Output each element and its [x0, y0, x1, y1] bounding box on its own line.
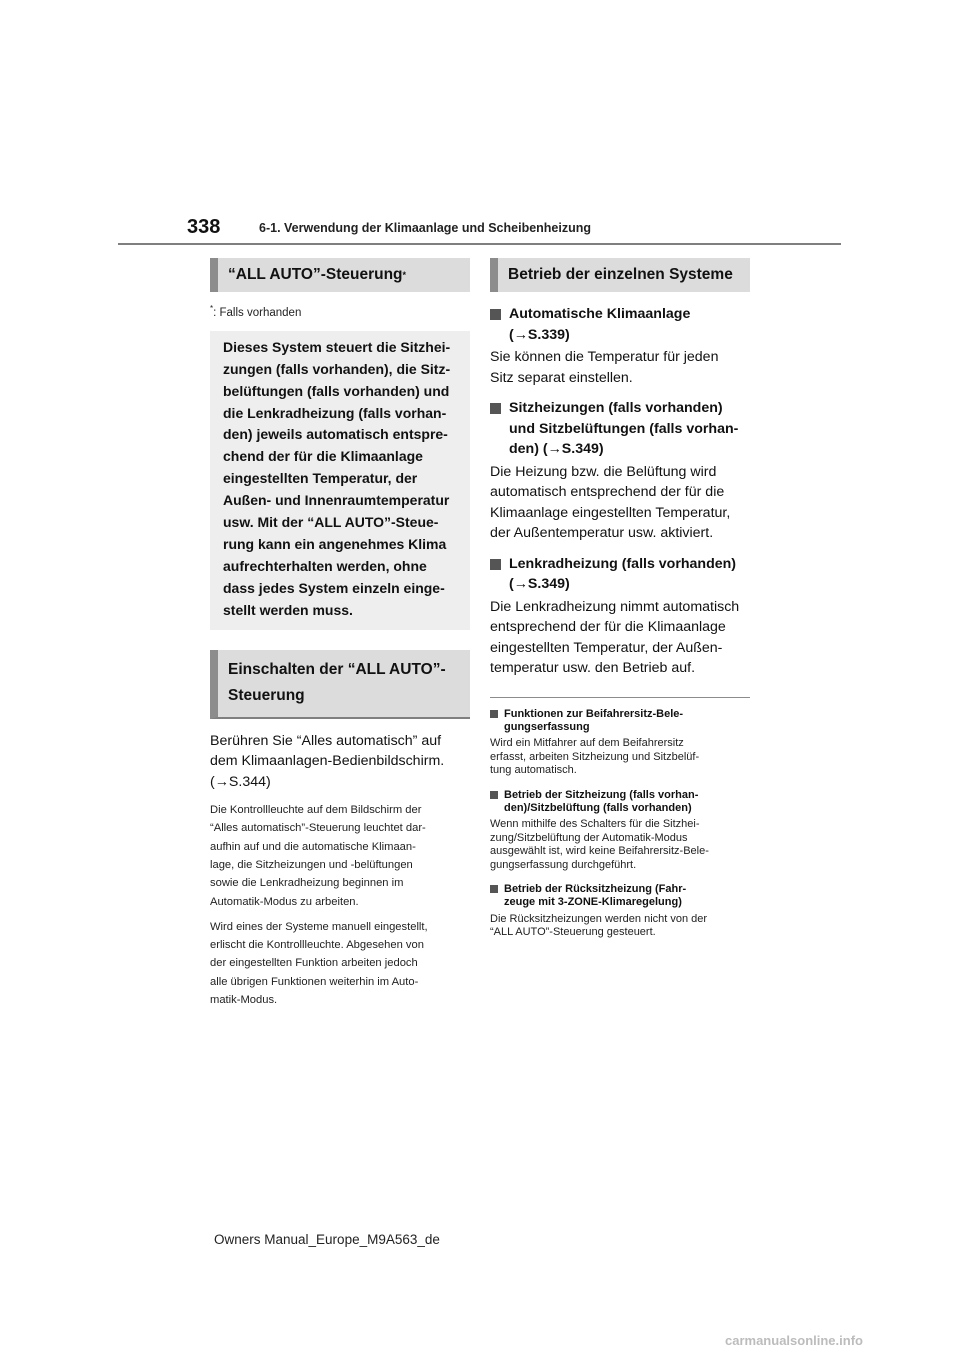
footer-doc-id: Owners Manual_Europe_M9A563_de [214, 1232, 440, 1247]
body-line: temperatur usw. den Betrieb auf. [490, 660, 696, 676]
note-title [490, 708, 750, 735]
instruction [210, 731, 470, 793]
section-title: 6-1. Verwendung der Klimaanlage und Scheibenheizung [259, 221, 592, 235]
left-column [210, 258, 470, 1009]
para-line: erlischt die Kontrollleuchte. Abgesehen von [210, 939, 424, 952]
paragraph-manual [210, 918, 470, 1009]
summary-line: den) jeweils automatisch entspre- [223, 426, 448, 443]
para-line: der eingestellten Funktion arbeiten jedoch [210, 957, 418, 970]
heading-einschalten-line: Steuerung [228, 686, 305, 704]
summary-line: Dieses System steuert die Sitzhei- [223, 338, 451, 355]
note-title-line: Betrieb der Rücksitzheizung (Fahr- [504, 882, 687, 895]
note-title-line: zeuge mit 3-ZONE-Klimaregelung) [504, 896, 682, 909]
instruction-line: (→S.344) [210, 773, 271, 790]
bullet-square-icon [490, 559, 501, 570]
note-line: Wird ein Mitfahrer auf dem Beifahrersitz [490, 737, 684, 750]
note-title-line: Funktionen zur Beifahrersitz-Bele- [504, 707, 684, 720]
summary-box [210, 331, 470, 630]
bullet-square-icon [490, 309, 501, 320]
title-line: Lenkradheizung (falls vorhanden) [509, 555, 737, 572]
paragraph-indicator [210, 801, 470, 911]
title-line: Automatische Klimaanlage [509, 306, 691, 322]
note-item [490, 708, 750, 778]
title-line: (→S.339) [509, 326, 570, 343]
note-item [490, 883, 750, 940]
note-line: “ALL AUTO”-Steuerung gesteuert. [490, 926, 656, 939]
body-line: automatisch entsprechend der für die [490, 484, 725, 500]
summary-line: usw. Mit der “ALL AUTO”-Steue- [223, 514, 439, 531]
notes-divider [490, 697, 750, 698]
system-item-body [490, 462, 750, 544]
title-line: (→S.349) [509, 576, 570, 592]
note-line: zung/Sitzbelüftung der Automatik-Modus [490, 831, 688, 844]
system-item-body [490, 347, 750, 388]
header-rule [118, 243, 841, 245]
summary-line: stellt werden muss. [223, 601, 353, 618]
summary-line: rung kann ein angenehmes Klima [223, 535, 447, 552]
para-line: Die Kontrollleuchte auf dem Bildschirm der [210, 804, 422, 817]
para-line: alle übrigen Funktionen weiterhin im Auto- [210, 975, 419, 988]
note-line: erfasst, arbeiten Sitzheizung und Sitzbelüf- [490, 750, 700, 763]
note-line: Wenn mithilfe des Schalters für die Sitzhei- [490, 818, 700, 831]
instruction-line: Berühren Sie “Alles automatisch” auf [210, 732, 442, 749]
title-line: den) (→S.349) [509, 441, 604, 457]
title-line: Sitzheizungen (falls vorhanden) [509, 400, 723, 416]
instruction-line: dem Klimaanlagen-Bedienbildschirm. [210, 753, 445, 770]
body-line: Die Heizung bzw. die Belüftung wird [490, 463, 717, 480]
body-line: der Außentemperatur usw. aktiviert. [490, 525, 714, 541]
note-title-line: Betrieb der Sitzheizung (falls vorhan- [504, 788, 699, 801]
para-line: “Alles automatisch”-Steuerung leuchtet dar- [210, 822, 426, 835]
page-number: 338 [187, 216, 221, 238]
para-line: lage, die Sitzheizungen und -belüftungen [210, 859, 413, 871]
footnote [210, 304, 470, 319]
summary-line: zungen (falls vorhanden), die Sitz- [223, 360, 451, 377]
note-title [490, 883, 750, 910]
heading-einschalten [210, 650, 470, 719]
footnote-text: : Falls vorhanden [213, 306, 302, 319]
note-body [490, 818, 750, 872]
summary-line: belüftungen (falls vorhanden) und [223, 382, 450, 399]
title-line: und Sitzbelüftungen (falls vorhan- [509, 420, 739, 437]
summary-line: eingestellten Temperatur, der [223, 470, 418, 487]
note-body [490, 913, 750, 940]
para-line: matik-Modus. [210, 994, 278, 1007]
summary-line: Außen- und Innenraumtemperatur [223, 492, 450, 509]
body-line: eingestellten Temperatur, der Außen- [490, 639, 723, 656]
note-line: gungserfassung durchgeführt. [490, 858, 637, 871]
body-line: Sie können die Temperatur für jeden [490, 349, 719, 365]
system-item-title [490, 554, 750, 595]
heading-all-auto-text: “ALL AUTO”-Steuerung [228, 266, 403, 283]
heading-betrieb-text: Betrieb der einzelnen Systeme [508, 266, 733, 283]
summary-line: die Lenkradheizung (falls vorhan- [223, 404, 447, 421]
bullet-square-icon [490, 710, 498, 718]
note-item [490, 789, 750, 872]
para-line: Automatik-Modus zu arbeiten. [210, 895, 359, 908]
note-line: Die Rücksitzheizungen werden nicht von der [490, 912, 708, 925]
note-line: ausgewählt ist, wird keine Beifahrersitz-Bele- [490, 845, 709, 858]
para-line: Wird eines der Systeme manuell eingestellt, [210, 920, 428, 933]
heading-betrieb [490, 258, 750, 292]
para-line: aufhin auf und die automatische Klimaan- [210, 840, 416, 853]
summary-line: aufrechterhalten werden, ohne [223, 557, 427, 574]
body-line: Die Lenkradheizung nimmt automatisch [490, 598, 740, 615]
note-title-line: den)/Sitzbelüftung (falls vorhanden) [504, 801, 692, 814]
note-title [490, 789, 750, 816]
right-column [490, 258, 750, 940]
body-line: entsprechend der für die Klimaanlage [490, 619, 726, 635]
bullet-square-icon [490, 885, 498, 893]
heading-all-auto: “ALL AUTO”-Steuerung * [210, 258, 470, 292]
bullet-square-icon [490, 791, 498, 799]
bullet-square-icon [490, 403, 501, 414]
system-item [490, 398, 750, 544]
body-line: Sitz separat einstellen. [490, 369, 633, 386]
note-title-line: gungserfassung [504, 720, 590, 733]
system-item-title [490, 398, 750, 460]
system-item [490, 554, 750, 679]
system-item-body [490, 597, 750, 679]
summary-line: chend der für die Klimaanlage [223, 448, 423, 465]
heading-einschalten-line: Einschalten der “ALL AUTO”- [228, 660, 446, 678]
note-line: tung automatisch. [490, 764, 577, 777]
system-item [490, 304, 750, 388]
body-line: Klimaanlage eingestellten Temperatur, [490, 504, 731, 521]
footnote-marker: * [210, 304, 214, 313]
para-line: sowie die Lenkradheizung beginnen im [210, 877, 404, 890]
summary-line: dass jedes System einzeln einge- [223, 579, 445, 596]
system-item-title [490, 304, 750, 345]
watermark: carmanualsonline.info [725, 1333, 863, 1348]
note-body [490, 737, 750, 777]
